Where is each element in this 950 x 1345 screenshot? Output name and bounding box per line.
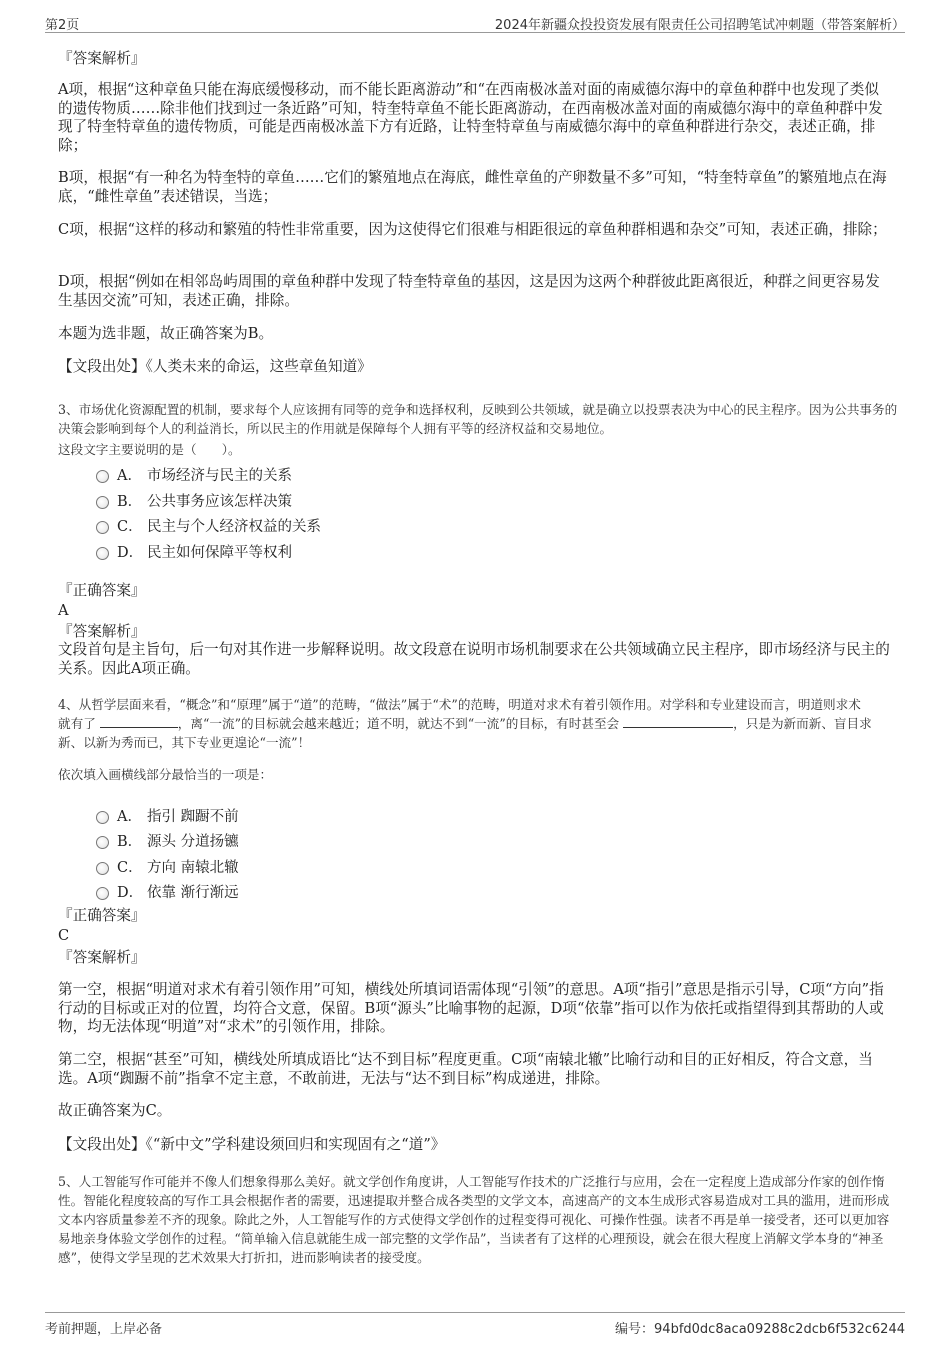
q3-stem: 3、市场优化资源配置的机制，要求每个人应该拥有同等的竞争和选择权利，反映到公共领域，就是确立以投票表决为中心的民主程序。因为公共事务的决策会影响到每个人的利益消长，所以民主的作用就是保障每个人拥有平等的经济权益和交易地位。 [58, 402, 898, 436]
radio-icon[interactable] [96, 496, 109, 509]
q4-answer: C [58, 927, 70, 944]
q4-answer-label: 『正确答案』 [58, 907, 146, 924]
q2-analysis-para-b: B项，根据“有一种名为特奎特的章鱼……它们的繁殖地点在海底，雌性章鱼的产卵数量不多”可知，“特奎特章鱼”的繁殖地点在海底，“雌性章鱼”表述错误，当选； [58, 169, 887, 205]
q2-analysis-para-d: D项，根据“例如在相邻岛屿周围的章鱼种群中发现了特奎特章鱼的基因，这是因为这两个种群彼此距离很近，种群之间更容易发生基因交流”可知，表述正确，排除。 [58, 273, 880, 309]
option-key: A． [117, 468, 142, 484]
option-text: 源头 分道扬镳 [147, 834, 239, 850]
q2-conclusion: 本题为选非题，故正确答案为B。 [58, 325, 274, 342]
q3-option-b[interactable] [96, 490, 292, 511]
document-title: 2024年新疆众投投资发展有限责任公司招聘笔试冲刺题（带答案解析） [494, 18, 905, 33]
q4-option-b[interactable] [96, 830, 239, 851]
blank-2[interactable] [623, 715, 733, 728]
q4-conclusion: 故正确答案为C。 [58, 1102, 172, 1119]
q3-option-d[interactable] [96, 541, 292, 562]
option-text: 指引 踟蹰不前 [147, 809, 239, 825]
radio-icon[interactable] [96, 862, 109, 875]
q4-option-c[interactable] [96, 856, 239, 877]
q3-option-a[interactable] [96, 464, 292, 485]
q4-stem [58, 695, 898, 752]
page-header [45, 12, 905, 33]
document-code [615, 1318, 905, 1337]
q4-analysis-label: 『答案解析』 [58, 949, 146, 966]
option-key: C． [117, 519, 143, 535]
q3-ask: 这段文字主要说明的是（ ）。 [58, 442, 241, 457]
q2-analysis-label: 『答案解析』 [58, 50, 146, 67]
q3-answer-label: 『正确答案』 [58, 582, 146, 599]
option-text: 市场经济与民主的关系 [147, 468, 292, 484]
q2-source: 【文段出处】《人类未来的命运，这些章鱼知道》 [58, 358, 372, 375]
option-text: 公共事务应该怎样决策 [147, 494, 292, 510]
code-value: 94bfd0dc8aca09288c2dcb6f532c6244 [654, 1322, 905, 1337]
option-key: B． [117, 834, 143, 850]
q4-analysis-para-2: 第二空，根据“甚至”可知，横线处所填成语比“达不到目标”程度更重。C项“南辕北辙”比喻行动和目的正好相反，符合文意，当选。A项“踟蹰不前”指拿不定主意，不敢前进，无法与“达不到目标”构成递进，排除。 [58, 1051, 873, 1087]
radio-icon[interactable] [96, 521, 109, 534]
q4-option-d[interactable] [96, 881, 239, 902]
q2-analysis-para-a: A项，根据“这种章鱼只能在海底缓慢移动，而不能长距离游动”和“在西南极冰盖对面的南威德尔海中的章鱼种群中也发现了类似的遗传物质……除非他们找到过一条近路”可知，特奎特章鱼不能长距离游动，在西南极冰盖对面的南威德尔海中的章鱼种群中发现了特奎特章鱼的遗传物质，可能是西南极冰盖下方有近路，让特奎特章鱼与南威德尔海中的章鱼种群进行杂交，表述正确，排除； [58, 81, 883, 154]
option-text: 民主与个人经济权益的关系 [147, 519, 321, 535]
option-key: B． [117, 494, 143, 510]
option-key: C． [117, 860, 143, 876]
radio-icon[interactable] [96, 836, 109, 849]
radio-icon[interactable] [96, 470, 109, 483]
q2-analysis-para-c: C项，根据“这样的移动和繁殖的特性非常重要，因为这使得它们很难与相距很远的章鱼种群相遇和杂交”可知，表述正确，排除； [58, 221, 887, 238]
option-key: D． [117, 545, 144, 561]
q4-source: 【文段出处】《“新中文”学科建设须回归和实现固有之“道”》 [58, 1136, 446, 1153]
q3-option-c[interactable] [96, 515, 321, 536]
page-number: 第2页 [45, 18, 80, 33]
option-key: A． [117, 809, 142, 825]
blank-1[interactable] [100, 715, 178, 728]
code-label: 编号： [615, 1322, 655, 1337]
radio-icon[interactable] [96, 811, 109, 824]
option-text: 依靠 渐行渐远 [147, 885, 239, 901]
q4-stem-part-4: ，只是为新而新、盲目求 [733, 716, 872, 731]
option-key: D． [117, 885, 144, 901]
q4-option-a[interactable] [96, 805, 239, 826]
footer-slogan: 考前押题，上岸必备 [45, 1322, 163, 1337]
q4-stem-part-1: 4、从哲学层面来看，“概念”和“原理”属于“道”的范畴，“做法”属于“术”的范畴，明道对求术有着引领作用。对学科和专业建设而言，明道则求术 [58, 697, 861, 712]
q4-stem-part-3: ，离“一流”的目标就会越来越近；道不明，就达不到“一流”的目标，有时甚至会 [177, 716, 620, 731]
option-text: 民主如何保障平等权利 [147, 545, 292, 561]
radio-icon[interactable] [96, 547, 109, 560]
q4-ask: 依次填入画横线部分最恰当的一项是： [58, 767, 273, 782]
radio-icon[interactable] [96, 887, 109, 900]
q4-stem-part-5: 新、以新为秀而已，其下专业更遑论“一流”！ [58, 735, 311, 750]
q4-analysis-para-1: 第一空，根据“明道对求术有着引领作用”可知，横线处所填词语需体现“引领”的意思。A项“指引”意思是指示引导，C项“方向”指行动的目标或正对的位置，均符合文意，保留。B项“源头”比喻事物的起源，D项“依靠”指可以作为依托或指望得到其帮助的人或物，均无法体现“明道”对“求术”的引领作用，排除。 [58, 981, 884, 1035]
option-text: 方向 南辕北辙 [147, 860, 239, 876]
page-footer [45, 1312, 905, 1337]
q5-stem: 5、人工智能写作可能并不像人们想象得那么美好。就文学创作角度讲，人工智能写作技术的广泛推行与应用，会在一定程度上造成部分作家的创作惰性。智能化程度较高的写作工具会根据作者的需要，迅速提取并整合成各类型的文学文本，高速高产的文本生成形式容易造成对工具的滥用，进而形成文本内容质量参差不齐的现象。除此之外，人工智能写作的方式使得文学创作的过程变得可视化、可操作性强。读者不再是单一接受者，还可以更加容易地亲身体验文学创作的过程。“简单输入信息就能生成一部完整的文学作品”，当读者有了这样的心理预设，就会在很大程度上消解文学本身的“神圣感”，使得文学呈现的艺术效果大打折扣，进而影响读者的接受度。 [58, 1174, 890, 1265]
q4-stem-part-2: 就有了 [58, 716, 96, 731]
q3-analysis-label: 『答案解析』 [58, 623, 146, 640]
q3-analysis: 文段首句是主旨句，后一句对其作进一步解释说明。故文段意在说明市场机制要求在公共领域确立民主程序，即市场经济与民主的关系。因此A项正确。 [58, 641, 890, 677]
q3-answer: A [58, 602, 69, 619]
